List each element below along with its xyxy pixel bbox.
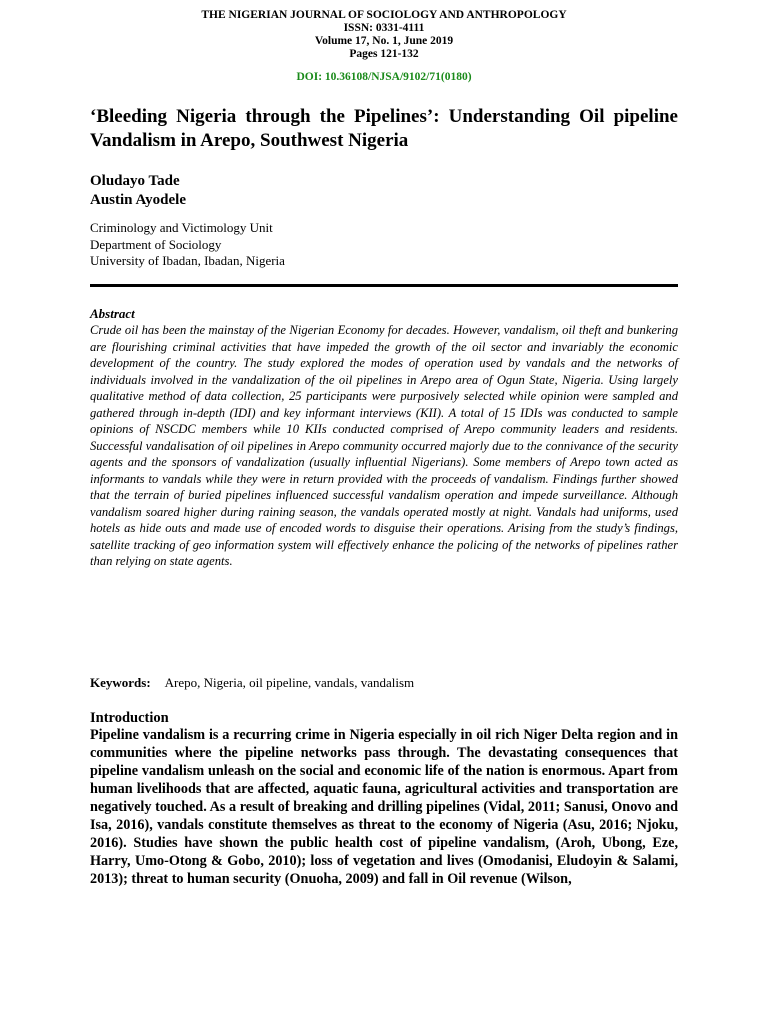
- section-divider: [90, 284, 678, 287]
- affiliation-line: Criminology and Victimology Unit: [90, 220, 273, 235]
- paper-title: ‘Bleeding Nigeria through the Pipelines’: Understanding Oil pipeline Vandalism in Arepo, Southwest Nigeria: [90, 106, 678, 151]
- journal-issn: ISSN: 0331-4111: [343, 22, 425, 34]
- introduction-text: Pipeline vandalism is a recurring crime in Nigeria especially in oil rich Niger Delta region and in communities where the pipeline networks pass through. The devastating consequences that pipeline vandalism unleash on the social and economic life of the nation is enormous. Apart from human livelihoods that are affected, aquatic fauna, agricultural activities and transportation are negatively touched. As a result of breaking and drilling pipelines (Vidal, 2011; Sanusi, Onovo and Isa, 2016), vandals constitute themselves as threat to the economy of Nigeria (Asu, 2016; Njoku, 2016). Studies have shown the public health cost of pipeline vandalism, (Aroh, Ubong, Eze, Harry, Umo-Otong & Gobo, 2010); loss of vegetation and lives (Omodanisi, Eludoyin & Salami, 2013); threat to human security (Onuoha, 2009) and fall in Oil revenue (Wilson,: [90, 727, 678, 887]
- keywords: [90, 675, 414, 691]
- author-list: [90, 172, 186, 210]
- abstract-text: Crude oil has been the mainstay of the Nigerian Economy for decades. However, vandalism, oil theft and bunkering are flourishing criminal activities that have impeded the growth of the oil sector and invariably the economic development of the country. The study explored the modes of operation used by vandals and the networks of individuals involved in the vandalization of the oil pipelines in Arepo area of Ogun State, Nigeria. Using largely qualitative method of data collection, 25 participants were purposively selected while opinion were sampled and gathered through in-depth (IDI) and key informant interviews (KII). A total of 15 IDIs was conducted to sample opinions of NSCDC members while 10 KIIs conducted comprised of Arepo community leaders and residents. Successful vandalisation of oil pipelines in Arepo community occurred majorly due to the connivance of the security agents and the sponsors of vandalization (usually influential Nigerians). Some members of Arepo town acted as informants to vandals while they were in return provided with the proceeds of vandalism. Findings further showed that the terrain of buried pipelines influenced successful vandalism operation and impede surveillance. Although vandalism soared higher during raining season, the vandals operated mostly at night. Vandals had uniforms, used hotels as hide outs and made use of encoded words to disguise their operations. Arising from the study’s findings, satellite tracking of geo information system will effectively enhance the policing of the networks of pipelines rather than relying on state agents.: [90, 323, 678, 568]
- journal-volume: Volume 17, No. 1, June 2019: [314, 35, 454, 47]
- abstract-heading: Abstract: [90, 306, 135, 321]
- doi-link[interactable]: DOI: 10.36108/NJSA/9102/71(0180): [296, 71, 472, 83]
- affiliation-line: Department of Sociology: [90, 236, 222, 252]
- affiliation: [90, 220, 285, 270]
- journal-name: THE NIGERIAN JOURNAL OF SOCIOLOGY AND ANTHROPOLOGY: [201, 9, 567, 21]
- keywords-value: Arepo, Nigeria, oil pipeline, vandals, vandalism: [164, 675, 415, 690]
- journal-pages: Pages 121-132: [349, 48, 419, 60]
- author-name: Austin Ayodele: [90, 192, 186, 208]
- keywords-label: Keywords:: [90, 675, 151, 690]
- author-name: Oludayo Tade: [90, 173, 180, 189]
- affiliation-line: University of Ibadan, Ibadan, Nigeria: [90, 253, 285, 268]
- introduction-heading: Introduction: [90, 710, 169, 726]
